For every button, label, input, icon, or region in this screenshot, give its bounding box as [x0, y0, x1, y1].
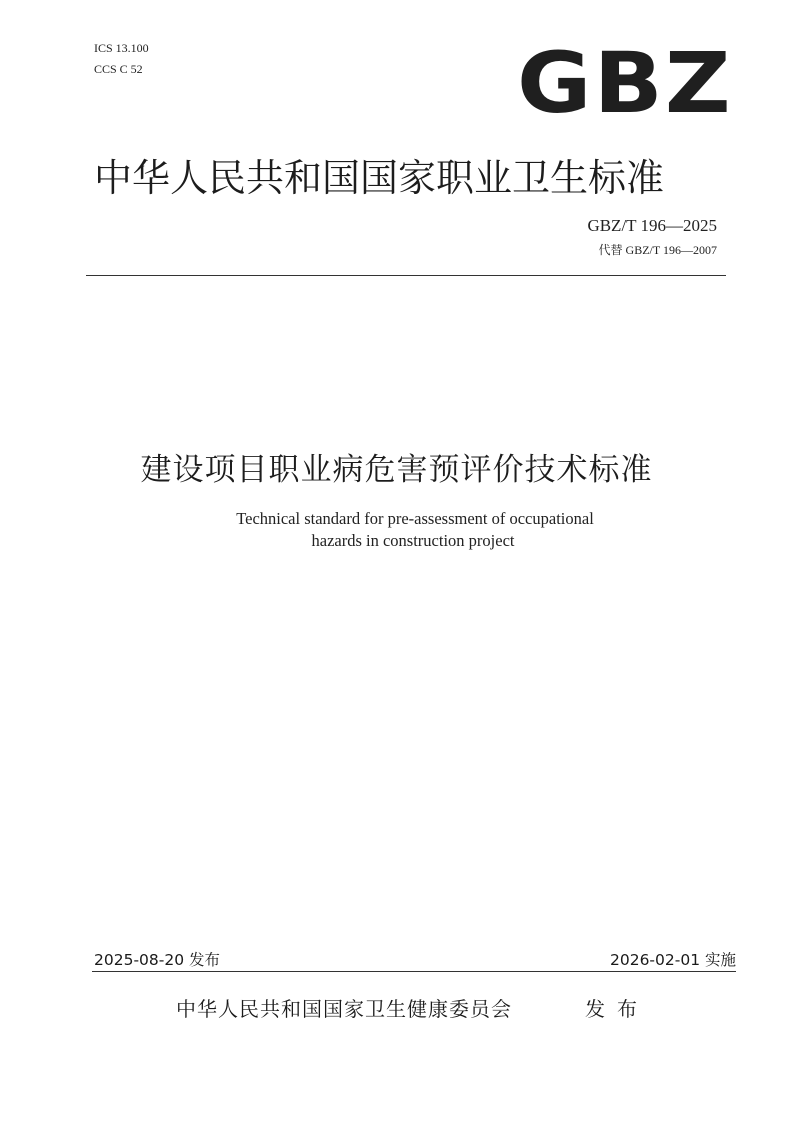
ics-code: ICS 13.100 [94, 41, 149, 55]
document-title-english-line2: hazards in construction project [311, 531, 515, 550]
org-title: 中华人民共和国国家职业卫生标准 [94, 156, 665, 200]
issue-date: 2025-08-20 发布 [94, 951, 221, 969]
document-title-english-line1: Technical standard for pre-assessment of occupational [236, 509, 594, 528]
document-title-chinese: 建设项目职业病危害预评价技术标准 [140, 452, 653, 488]
footer-divider [92, 971, 736, 972]
gbz-logo-text: GBZ [517, 34, 733, 132]
implementation-date: 2026-02-01 实施 [609, 951, 736, 969]
issue-label: 发布 [585, 997, 649, 1021]
issuing-authority: 中华人民共和国国家卫生健康委员会 [176, 997, 512, 1021]
gbz-logo [514, 34, 736, 132]
header-divider [86, 275, 726, 276]
replaces-note: 代替 GBZ/T 196—2007 [598, 243, 717, 257]
standard-number: GBZ/T 196—2025 [587, 216, 717, 235]
ccs-code: CCS C 52 [94, 62, 143, 76]
